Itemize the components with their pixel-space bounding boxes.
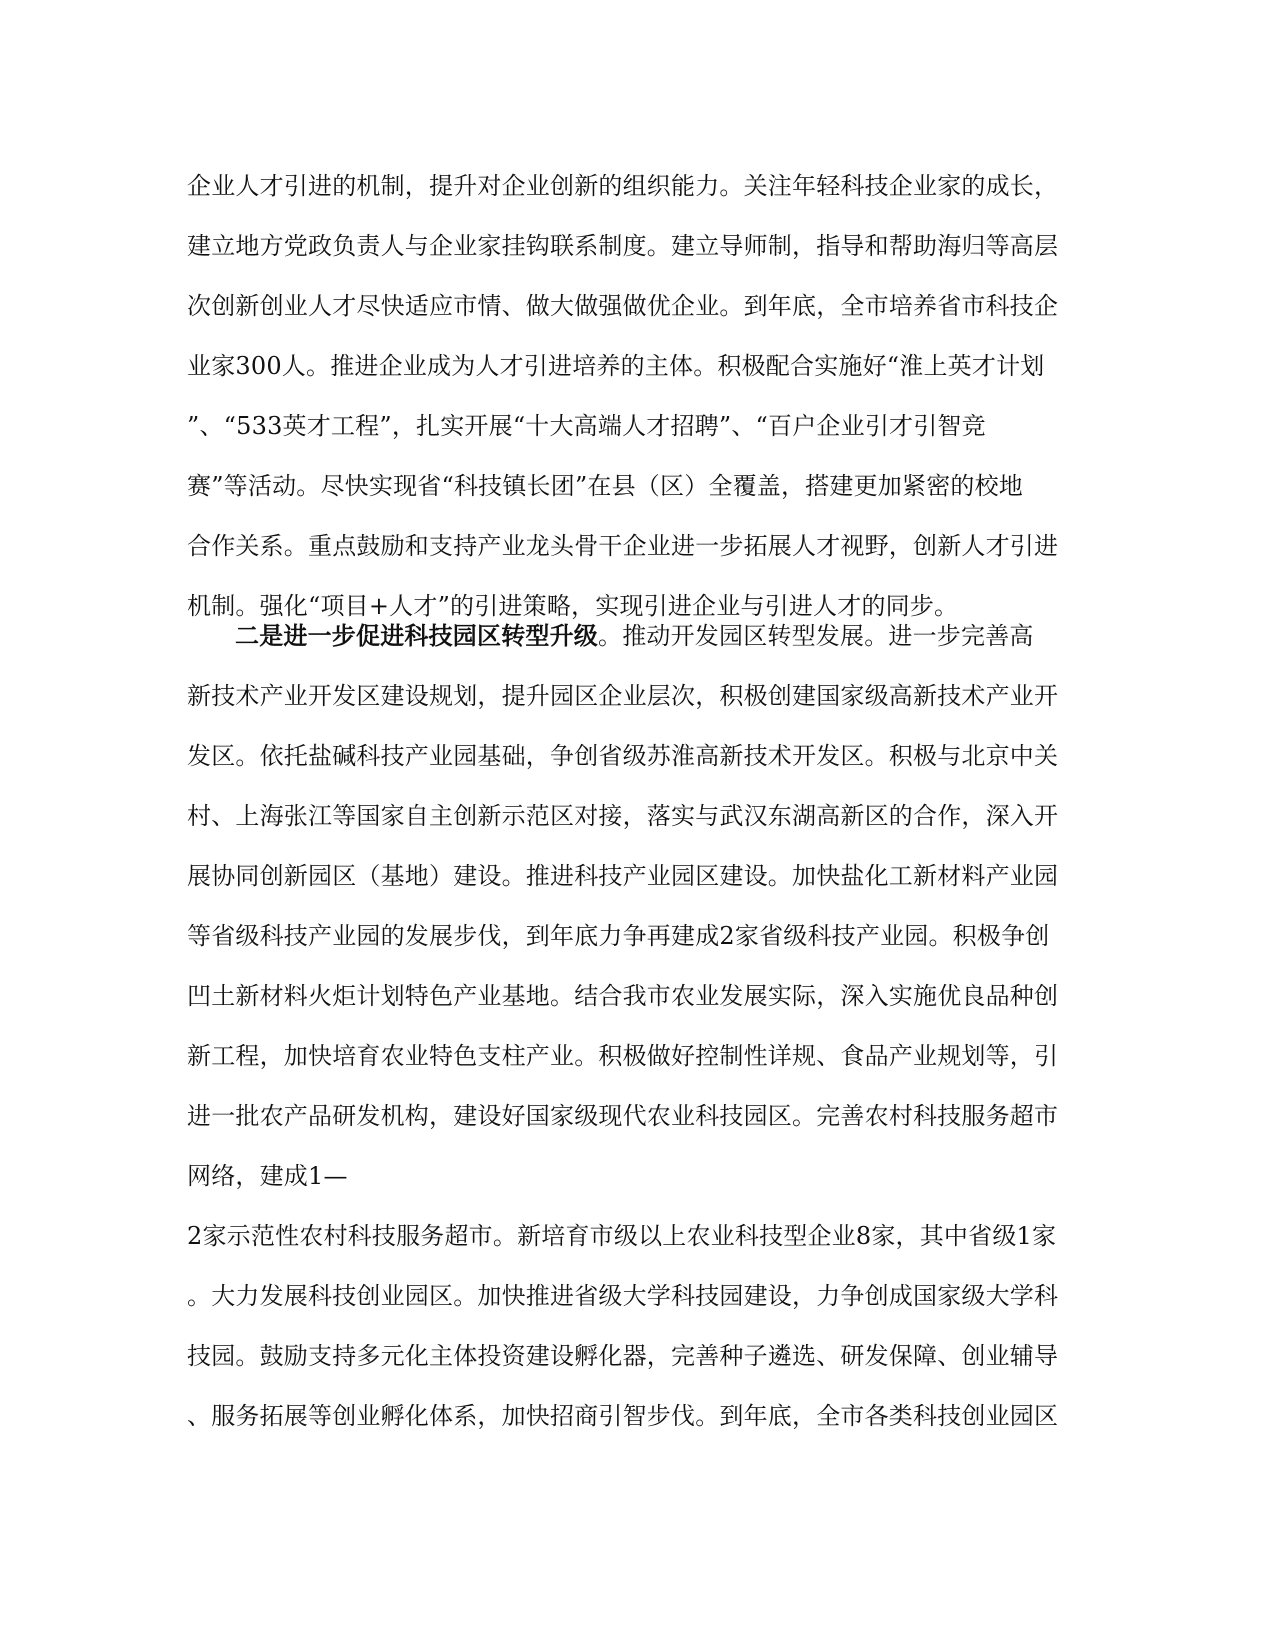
text-line: 凹土新材料火炬计划特色产业基地。结合我市农业发展实际，深入实施优良品种创 [187, 982, 1059, 1010]
text-line: 村、上海张江等国家自主创新示范区对接，落实与武汉东湖高新区的合作，深入开 [187, 802, 1059, 830]
text-line: 赛”等活动。尽快实现省“科技镇长团”在县（区）全覆盖，搭建更加紧密的校地 [187, 472, 1024, 500]
paragraph-parks [187, 606, 1087, 1446]
text-line: 新工程，加快培育农业特色支柱产业。积极做好控制性详规、食品产业规划等，引 [187, 1042, 1059, 1070]
text-line: 建立地方党政负责人与企业家挂钩联系制度。建立导师制，指导和帮助海归等高层 [187, 232, 1059, 260]
text-line: 进一批农产品研发机构，建设好国家级现代农业科技园区。完善农村科技服务超市 [187, 1102, 1059, 1130]
text-line: 技园。鼓励支持多元化主体投资建设孵化器，完善种子遴选、研发保障、创业辅导 [187, 1342, 1059, 1370]
text-line: 发区。依托盐碱科技产业园基础，争创省级苏淮高新技术开发区。积极与北京中关 [187, 742, 1059, 770]
paragraph-talent [187, 156, 1087, 636]
text-line: 。大力发展科技创业园区。加快推进省级大学科技园建设，力争创成国家级大学科 [187, 1282, 1059, 1310]
text-line: 等省级科技产业园的发展步伐，到年底力争再建成2家省级科技产业园。积极争创 [187, 922, 1050, 950]
text-line: 2家示范性农村科技服务超市。新培育市级以上农业科技型企业8家，其中省级1家 [187, 1222, 1057, 1250]
text-line: 次创新创业人才尽快适应市情、做大做强做优企业。到年底，全市培养省市科技企 [187, 292, 1059, 320]
section-heading: 二是进一步促进科技园区转型升级 [235, 621, 598, 650]
text-line: 、服务拓展等创业孵化体系，加快招商引智步伐。到年底，全市各类科技创业园区 [187, 1402, 1059, 1430]
text-line: 合作关系。重点鼓励和支持产业龙头骨干企业进一步拓展人才视野，创新人才引进 [187, 532, 1059, 560]
text-line: 业家300人。推进企业成为人才引进培养的主体。积极配合实施好“淮上英才计划 [187, 352, 1045, 380]
text-line: 展协同创新园区（基地）建设。推进科技产业园区建设。加快盐化工新材料产业园 [187, 862, 1059, 890]
text-line: 网络，建成1— [187, 1162, 348, 1190]
text-line: 机制。强化“项目+人才”的引进策略，实现引进企业与引进人才的同步。 [187, 592, 959, 620]
text-line: 企业人才引进的机制，提升对企业创新的组织能力。关注年轻科技企业家的成长， [187, 172, 1059, 200]
text-line: ”、“533英才工程”，扎实开展“十大高端人才招聘”、“百户企业引才引智竞 [187, 412, 986, 440]
paragraph-first-line [187, 606, 1087, 666]
text-line: 新技术产业开发区建设规划，提升园区企业层次，积极创建国家级高新技术产业开 [187, 682, 1059, 710]
heading-continuation: 。推动开发园区转型发展。进一步完善高 [598, 622, 1034, 650]
